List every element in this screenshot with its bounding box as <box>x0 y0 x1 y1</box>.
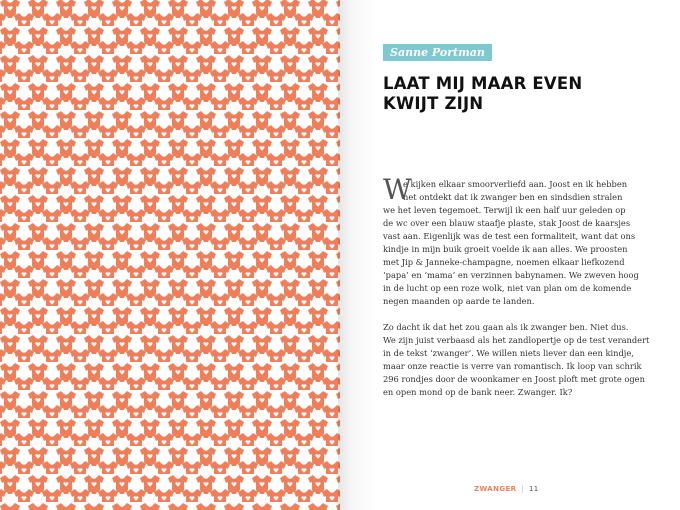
article-title <box>383 74 643 114</box>
text-line: en open mond op de bank neer. Zwanger. Ik? <box>383 387 573 397</box>
text-line: in de tekst ‘zwanger’. We willen niets liever dan een kindje, <box>383 348 634 358</box>
text-line: we het leven tegemoet. Terwijl ik een half uur geleden op <box>383 205 626 215</box>
title-line: KWIJT ZIJN <box>383 94 484 113</box>
paragraph <box>383 321 650 399</box>
text-line: We zijn juist verbaasd als het zandlopertje op de test verandert <box>383 335 650 345</box>
page-number: 11 <box>528 485 539 493</box>
article-body <box>383 173 650 399</box>
section-label: ZWANGER <box>474 485 517 493</box>
text-line: in de lucht op een roze wolk, niet van plan om de komende <box>383 283 632 293</box>
text-line: met Jip & Janneke-champagne, noemen elkaar liefkozend <box>383 257 625 267</box>
text-line: Zo dacht ik dat het zou gaan als ik zwanger ben. Niet dus. <box>383 322 629 332</box>
text-line: maar onze reactie is verre van romantisch. Ik loop van schrik <box>383 361 642 371</box>
page-footer <box>474 485 539 493</box>
article-page <box>340 0 680 510</box>
author-byline: Sanne Portman <box>383 44 492 61</box>
text-line: ‘papa’ en ‘mama’ en verzinnen babynamen. We zweven hoog <box>383 270 639 280</box>
drop-cap: W <box>383 173 412 206</box>
text-line: net ontdekt dat ik zwanger ben en sindsdien stralen <box>403 192 623 202</box>
text-line: de wc over een blauw staafje plaste, stak Joost de kaarsjes <box>383 218 631 228</box>
text-line: negen maanden op aarde te landen. <box>383 296 535 306</box>
footer-separator: | <box>521 485 525 493</box>
text-line: kindje in mijn buik groeit voelde ik aan alles. We proosten <box>383 244 628 254</box>
text-line: 296 rondjes door de woonkamer en Joost ploft met grote ogen <box>383 374 645 384</box>
text-line: vast aan. Eigenlijk was de test een formaliteit, want dat ons <box>383 231 636 241</box>
paragraph <box>383 173 645 308</box>
title-line: LAAT MIJ MAAR EVEN <box>383 74 583 93</box>
text-line: e kijken elkaar smoorverliefd aan. Joost en ik hebben <box>403 179 628 189</box>
